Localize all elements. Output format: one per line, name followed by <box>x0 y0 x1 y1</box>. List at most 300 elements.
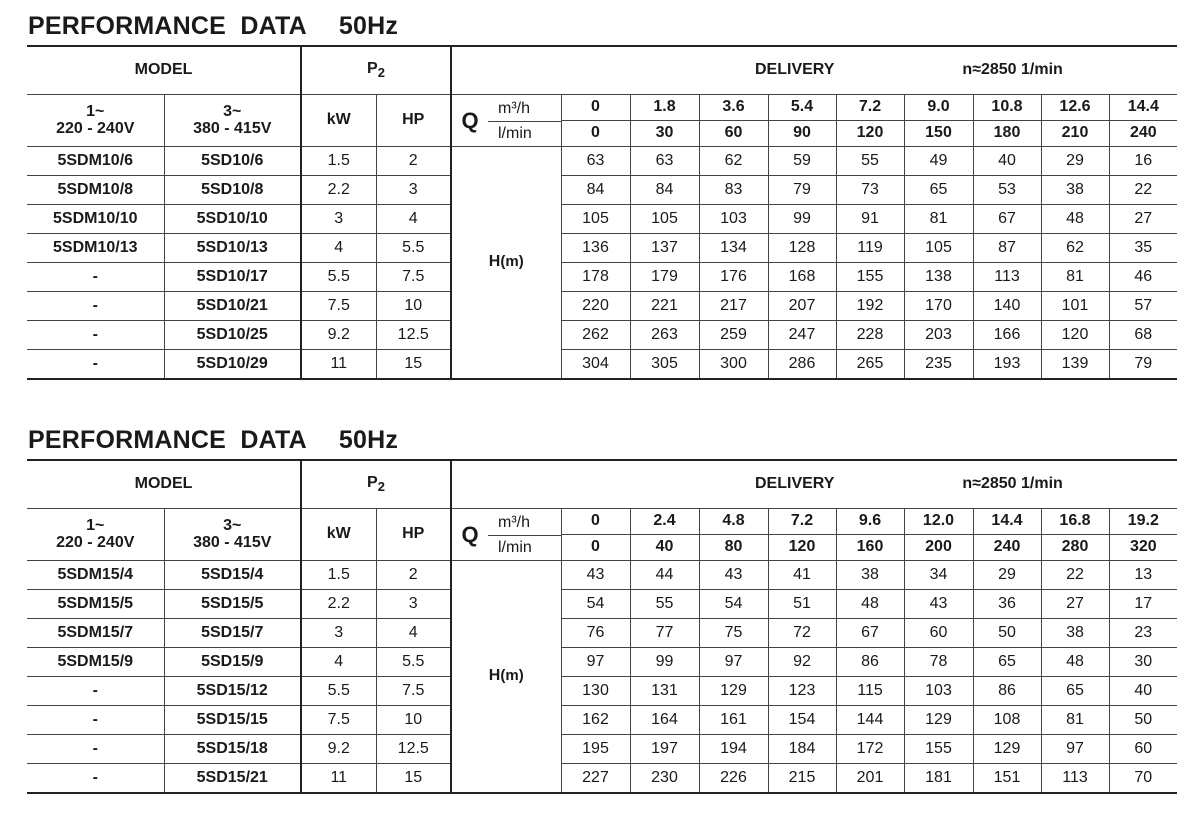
flow-m3h-value: 14.4 <box>973 509 1041 535</box>
performance-block-1 <box>27 8 1177 380</box>
head-value: 154 <box>768 706 836 735</box>
three-phase-model: 5SD15/21 <box>164 764 301 794</box>
head-value: 130 <box>561 677 630 706</box>
head-value: 92 <box>768 648 836 677</box>
head-value: 176 <box>699 263 768 292</box>
three-phase-model: 5SD10/8 <box>164 176 301 205</box>
flow-lmin-value: 180 <box>973 121 1041 147</box>
single-phase-model: - <box>27 263 164 292</box>
head-value: 115 <box>836 677 904 706</box>
power-kw: 11 <box>301 764 376 794</box>
head-value: 195 <box>561 735 630 764</box>
single-phase-model: 5SDM10/8 <box>27 176 164 205</box>
head-value: 230 <box>630 764 699 794</box>
head-value: 27 <box>1041 590 1109 619</box>
head-value: 155 <box>904 735 973 764</box>
model-header: MODEL <box>27 460 301 509</box>
head-value: 40 <box>973 147 1041 176</box>
power-kw: 9.2 <box>301 735 376 764</box>
delivery-header <box>451 46 1177 95</box>
flow-lmin-value: 90 <box>768 121 836 147</box>
head-value: 73 <box>836 176 904 205</box>
flow-lmin-value: 80 <box>699 535 768 561</box>
flow-lmin-value: 30 <box>630 121 699 147</box>
head-value: 65 <box>973 648 1041 677</box>
table-row <box>27 648 1177 677</box>
power-symbol: P <box>367 60 378 78</box>
flow-m3h-value: 3.6 <box>699 95 768 121</box>
single-phase-model: 5SDM15/7 <box>27 619 164 648</box>
power-kw: 4 <box>301 234 376 263</box>
head-value: 84 <box>630 176 699 205</box>
title-text: PERFORMANCE DATA <box>28 12 307 40</box>
header-row-top <box>27 46 1177 95</box>
single-phase-model: - <box>27 764 164 794</box>
head-value: 203 <box>904 321 973 350</box>
head-value: 65 <box>904 176 973 205</box>
single-phase-model: - <box>27 350 164 380</box>
head-value: 48 <box>1041 648 1109 677</box>
head-value: 51 <box>768 590 836 619</box>
head-value: 105 <box>904 234 973 263</box>
table-row <box>27 561 1177 590</box>
table-row <box>27 292 1177 321</box>
flow-m3h-value: 5.4 <box>768 95 836 121</box>
head-value: 67 <box>973 205 1041 234</box>
head-value: 265 <box>836 350 904 380</box>
head-value: 144 <box>836 706 904 735</box>
head-value: 81 <box>904 205 973 234</box>
head-value: 68 <box>1109 321 1177 350</box>
flow-lmin-value: 240 <box>1109 121 1177 147</box>
flow-lmin-value: 240 <box>973 535 1041 561</box>
power-hp: 2 <box>376 147 451 176</box>
section-title <box>27 8 1177 45</box>
head-value: 184 <box>768 735 836 764</box>
head-value: 221 <box>630 292 699 321</box>
three-phase-model: 5SD15/7 <box>164 619 301 648</box>
head-value: 50 <box>973 619 1041 648</box>
head-value: 86 <box>973 677 1041 706</box>
head-value: 129 <box>973 735 1041 764</box>
head-value: 103 <box>904 677 973 706</box>
head-value: 78 <box>904 648 973 677</box>
power-symbol: P <box>367 474 378 492</box>
three-phase-model: 5SD15/18 <box>164 735 301 764</box>
head-value: 193 <box>973 350 1041 380</box>
power-kw: 5.5 <box>301 677 376 706</box>
head-value: 164 <box>630 706 699 735</box>
head-value: 194 <box>699 735 768 764</box>
power-kw: 5.5 <box>301 263 376 292</box>
head-value: 304 <box>561 350 630 380</box>
table-row <box>27 321 1177 350</box>
head-value: 120 <box>1041 321 1109 350</box>
hp-header: HP <box>376 95 451 147</box>
head-value: 81 <box>1041 706 1109 735</box>
head-value: 81 <box>1041 263 1109 292</box>
single-phase-model: - <box>27 706 164 735</box>
flow-lmin-value: 120 <box>836 121 904 147</box>
head-value: 23 <box>1109 619 1177 648</box>
power-kw: 11 <box>301 350 376 380</box>
head-value: 30 <box>1109 648 1177 677</box>
single-phase-model: - <box>27 677 164 706</box>
head-value: 60 <box>904 619 973 648</box>
head-letter: H <box>488 667 501 685</box>
head-value: 113 <box>1041 764 1109 794</box>
flow-lmin-value: 60 <box>699 121 768 147</box>
three-phase-model: 5SD15/9 <box>164 648 301 677</box>
head-value: 84 <box>561 176 630 205</box>
head-value: 40 <box>1109 677 1177 706</box>
head-letter: H <box>488 253 501 271</box>
single-phase-model: 5SDM10/13 <box>27 234 164 263</box>
head-value: 16 <box>1109 147 1177 176</box>
head-value: 139 <box>1041 350 1109 380</box>
head-value: 79 <box>768 176 836 205</box>
flow-lmin-value: 210 <box>1041 121 1109 147</box>
head-value: 119 <box>836 234 904 263</box>
single-phase-symbol: 1~ <box>86 516 105 534</box>
head-value: 60 <box>1109 735 1177 764</box>
head-value: 77 <box>630 619 699 648</box>
flow-lmin-value: 120 <box>768 535 836 561</box>
head-value: 62 <box>699 147 768 176</box>
head-value: 197 <box>630 735 699 764</box>
flow-m3h-value: 12.0 <box>904 509 973 535</box>
title-text: PERFORMANCE DATA <box>28 426 307 454</box>
head-value: 17 <box>1109 590 1177 619</box>
head-value: 99 <box>768 205 836 234</box>
table-row <box>27 735 1177 764</box>
q-letter: Q <box>461 107 479 133</box>
single-phase-voltage: 220 - 240V <box>56 533 135 551</box>
flow-m3h-value: 16.8 <box>1041 509 1109 535</box>
head-value: 105 <box>630 205 699 234</box>
q-header <box>451 509 561 561</box>
flow-lmin-value: 280 <box>1041 535 1109 561</box>
head-value: 235 <box>904 350 973 380</box>
head-value: 192 <box>836 292 904 321</box>
head-value: 305 <box>630 350 699 380</box>
head-unit: (m) <box>500 253 524 271</box>
head-value: 220 <box>561 292 630 321</box>
table-row <box>27 677 1177 706</box>
head-value: 79 <box>1109 350 1177 380</box>
flow-m3h-value: 9.6 <box>836 509 904 535</box>
single-phase-model: 5SDM15/5 <box>27 590 164 619</box>
power-kw: 1.5 <box>301 147 376 176</box>
performance-table <box>27 45 1177 380</box>
flow-m3h-value: 10.8 <box>973 95 1041 121</box>
head-value: 207 <box>768 292 836 321</box>
head-value: 22 <box>1109 176 1177 205</box>
header-row-top <box>27 460 1177 509</box>
head-value: 44 <box>630 561 699 590</box>
table-row <box>27 263 1177 292</box>
flow-m3h-value: 0 <box>561 509 630 535</box>
head-value: 134 <box>699 234 768 263</box>
delivery-label: DELIVERY <box>755 475 835 493</box>
unit-m3h: m³/h <box>488 96 561 122</box>
flow-lmin-value: 320 <box>1109 535 1177 561</box>
flow-m3h-value: 7.2 <box>768 509 836 535</box>
head-value: 140 <box>973 292 1041 321</box>
head-value: 91 <box>836 205 904 234</box>
head-value: 217 <box>699 292 768 321</box>
three-phase-model: 5SD10/6 <box>164 147 301 176</box>
power-subscript: 2 <box>377 65 385 81</box>
single-phase-model: 5SDM10/10 <box>27 205 164 234</box>
head-value: 128 <box>768 234 836 263</box>
head-value: 22 <box>1041 561 1109 590</box>
three-phase-model: 5SD10/29 <box>164 350 301 380</box>
head-value: 67 <box>836 619 904 648</box>
power-hp: 12.5 <box>376 735 451 764</box>
flow-m3h-value: 0 <box>561 95 630 121</box>
three-phase-model: 5SD15/15 <box>164 706 301 735</box>
power-kw: 4 <box>301 648 376 677</box>
head-value: 38 <box>1041 619 1109 648</box>
head-value: 43 <box>561 561 630 590</box>
power-hp: 4 <box>376 205 451 234</box>
head-value: 41 <box>768 561 836 590</box>
table-row <box>27 764 1177 794</box>
single-phase-header <box>27 509 164 561</box>
head-value: 136 <box>561 234 630 263</box>
head-value: 161 <box>699 706 768 735</box>
head-value: 34 <box>904 561 973 590</box>
power-hp: 7.5 <box>376 263 451 292</box>
head-value: 108 <box>973 706 1041 735</box>
head-value: 262 <box>561 321 630 350</box>
head-value: 166 <box>973 321 1041 350</box>
three-phase-voltage: 380 - 415V <box>193 533 272 551</box>
single-phase-symbol: 1~ <box>86 102 105 120</box>
head-value: 35 <box>1109 234 1177 263</box>
head-value: 29 <box>1041 147 1109 176</box>
flow-m3h-value: 14.4 <box>1109 95 1177 121</box>
power-subscript: 2 <box>377 479 385 495</box>
head-value: 300 <box>699 350 768 380</box>
head-value: 63 <box>561 147 630 176</box>
three-phase-model: 5SD10/13 <box>164 234 301 263</box>
head-value: 13 <box>1109 561 1177 590</box>
power-kw: 1.5 <box>301 561 376 590</box>
head-value: 226 <box>699 764 768 794</box>
power-kw: 7.5 <box>301 292 376 321</box>
hp-header: HP <box>376 509 451 561</box>
performance-table <box>27 459 1177 794</box>
head-value: 43 <box>904 590 973 619</box>
flow-m3h-value: 12.6 <box>1041 95 1109 121</box>
delivery-label: DELIVERY <box>755 61 835 79</box>
head-value: 170 <box>904 292 973 321</box>
three-phase-symbol: 3~ <box>223 102 242 120</box>
power-hp: 10 <box>376 292 451 321</box>
single-phase-model: - <box>27 321 164 350</box>
head-value: 103 <box>699 205 768 234</box>
table-row <box>27 350 1177 380</box>
head-value: 46 <box>1109 263 1177 292</box>
head-value: 162 <box>561 706 630 735</box>
head-value: 57 <box>1109 292 1177 321</box>
power-kw: 3 <box>301 619 376 648</box>
head-value: 168 <box>768 263 836 292</box>
flow-lmin-value: 150 <box>904 121 973 147</box>
speed-label: n≈2850 1/min <box>962 61 1063 79</box>
three-phase-model: 5SD10/25 <box>164 321 301 350</box>
header-row-flow-m3h <box>27 509 1177 535</box>
head-value: 53 <box>973 176 1041 205</box>
power-kw: 9.2 <box>301 321 376 350</box>
head-value: 48 <box>836 590 904 619</box>
power-hp: 12.5 <box>376 321 451 350</box>
q-header <box>451 95 561 147</box>
head-value: 86 <box>836 648 904 677</box>
table-row <box>27 176 1177 205</box>
head-value: 99 <box>630 648 699 677</box>
head-value: 179 <box>630 263 699 292</box>
single-phase-model: - <box>27 735 164 764</box>
unit-lmin: l/min <box>498 538 532 556</box>
three-phase-voltage: 380 - 415V <box>193 119 272 137</box>
three-phase-model: 5SD15/5 <box>164 590 301 619</box>
head-value: 54 <box>561 590 630 619</box>
power-header <box>301 460 451 509</box>
head-value: 129 <box>904 706 973 735</box>
power-kw: 2.2 <box>301 590 376 619</box>
head-value: 55 <box>836 147 904 176</box>
power-hp: 3 <box>376 176 451 205</box>
head-value: 49 <box>904 147 973 176</box>
frequency-label: 50Hz <box>338 12 399 40</box>
power-hp: 2 <box>376 561 451 590</box>
three-phase-model: 5SD10/10 <box>164 205 301 234</box>
head-value: 113 <box>973 263 1041 292</box>
head-value: 36 <box>973 590 1041 619</box>
head-value: 228 <box>836 321 904 350</box>
performance-block-2 <box>27 422 1177 794</box>
three-phase-model: 5SD15/12 <box>164 677 301 706</box>
three-phase-model: 5SD10/17 <box>164 263 301 292</box>
power-header <box>301 46 451 95</box>
head-value: 43 <box>699 561 768 590</box>
head-value: 215 <box>768 764 836 794</box>
head-value: 227 <box>561 764 630 794</box>
table-row <box>27 706 1177 735</box>
single-phase-model: 5SDM15/9 <box>27 648 164 677</box>
unit-m3h: m³/h <box>488 510 561 536</box>
flow-lmin-value: 0 <box>561 121 630 147</box>
flow-lmin-value: 200 <box>904 535 973 561</box>
single-phase-model: - <box>27 292 164 321</box>
model-header: MODEL <box>27 46 301 95</box>
head-value: 83 <box>699 176 768 205</box>
table-row <box>27 147 1177 176</box>
kw-header: kW <box>301 95 376 147</box>
flow-lmin-value: 40 <box>630 535 699 561</box>
single-phase-model: 5SDM15/4 <box>27 561 164 590</box>
power-hp: 15 <box>376 764 451 794</box>
table-row <box>27 234 1177 263</box>
head-value: 137 <box>630 234 699 263</box>
three-phase-header <box>164 509 301 561</box>
power-hp: 7.5 <box>376 677 451 706</box>
head-unit: (m) <box>500 667 524 685</box>
power-kw: 3 <box>301 205 376 234</box>
head-value: 97 <box>1041 735 1109 764</box>
single-phase-header <box>27 95 164 147</box>
head-value: 131 <box>630 677 699 706</box>
power-kw: 2.2 <box>301 176 376 205</box>
head-value: 55 <box>630 590 699 619</box>
power-hp: 3 <box>376 590 451 619</box>
power-hp: 15 <box>376 350 451 380</box>
head-value: 123 <box>768 677 836 706</box>
delivery-header <box>451 460 1177 509</box>
flow-m3h-value: 7.2 <box>836 95 904 121</box>
head-label <box>451 147 561 380</box>
head-value: 286 <box>768 350 836 380</box>
head-value: 75 <box>699 619 768 648</box>
head-value: 27 <box>1109 205 1177 234</box>
head-value: 138 <box>904 263 973 292</box>
head-value: 76 <box>561 619 630 648</box>
section-title <box>27 422 1177 459</box>
head-value: 87 <box>973 234 1041 263</box>
head-value: 63 <box>630 147 699 176</box>
flow-m3h-value: 4.8 <box>699 509 768 535</box>
head-value: 59 <box>768 147 836 176</box>
three-phase-symbol: 3~ <box>223 516 242 534</box>
head-value: 201 <box>836 764 904 794</box>
head-value: 38 <box>1041 176 1109 205</box>
single-phase-voltage: 220 - 240V <box>56 119 135 137</box>
head-value: 247 <box>768 321 836 350</box>
head-value: 172 <box>836 735 904 764</box>
three-phase-model: 5SD10/21 <box>164 292 301 321</box>
head-value: 97 <box>699 648 768 677</box>
flow-m3h-value: 1.8 <box>630 95 699 121</box>
head-value: 155 <box>836 263 904 292</box>
three-phase-header <box>164 95 301 147</box>
head-value: 48 <box>1041 205 1109 234</box>
power-hp: 10 <box>376 706 451 735</box>
flow-lmin-value: 0 <box>561 535 630 561</box>
head-value: 263 <box>630 321 699 350</box>
speed-label: n≈2850 1/min <box>962 475 1063 493</box>
single-phase-model: 5SDM10/6 <box>27 147 164 176</box>
power-hp: 5.5 <box>376 234 451 263</box>
unit-lmin: l/min <box>498 124 532 142</box>
head-value: 29 <box>973 561 1041 590</box>
head-value: 70 <box>1109 764 1177 794</box>
kw-header: kW <box>301 509 376 561</box>
power-hp: 5.5 <box>376 648 451 677</box>
head-value: 151 <box>973 764 1041 794</box>
table-row <box>27 590 1177 619</box>
header-row-flow-m3h <box>27 95 1177 121</box>
head-value: 101 <box>1041 292 1109 321</box>
head-value: 259 <box>699 321 768 350</box>
table-row <box>27 205 1177 234</box>
head-value: 54 <box>699 590 768 619</box>
flow-m3h-value: 9.0 <box>904 95 973 121</box>
three-phase-model: 5SD15/4 <box>164 561 301 590</box>
head-value: 129 <box>699 677 768 706</box>
